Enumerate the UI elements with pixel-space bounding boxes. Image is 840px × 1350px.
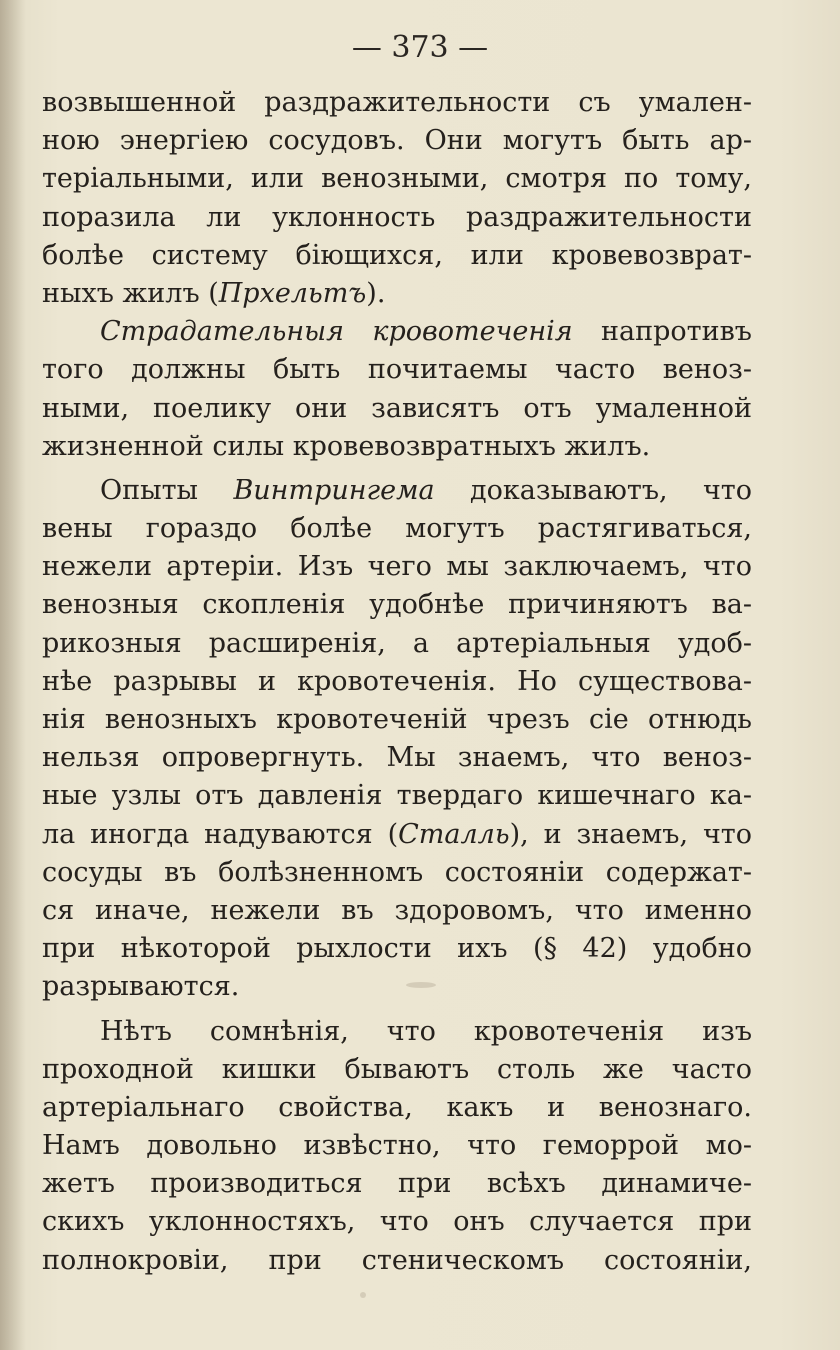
text-line: вены гораздо болѣе могутъ растягиваться,	[42, 513, 752, 545]
text-line: нельзя опровергнуть. Мы знаемъ, что веноз-	[42, 742, 752, 774]
text-line: полнокровiи, при стеническомъ состоянiи,	[42, 1244, 752, 1276]
text-line: нежели артерiи. Изъ чего мы заключаемъ, что	[42, 551, 752, 583]
text-line: нiя венозныхъ кровотеченiй чрезъ сiе отнюдь	[42, 704, 752, 735]
paper-stain	[360, 1292, 366, 1298]
text-line: Намъ довольно извѣстно, что геморрой мо-	[42, 1130, 752, 1162]
text-line: ся иначе, нежели въ здоровомъ, что именно	[42, 894, 752, 926]
text-line: ные узлы отъ давленiя твердаго кишечнаго ка-	[42, 780, 752, 812]
text-line: терiальными, или венозными, смотря по тому,	[42, 163, 752, 195]
text-line: возвышенной раздражительности съ умален-	[42, 87, 752, 118]
text-line: скихъ уклонностяхъ, что онъ случается при	[42, 1206, 752, 1238]
text-line: рикозныя расширенiя, а артерiальныя удоб-	[42, 627, 752, 659]
text-line: нѣе разрывы и кровотеченiя. Но существова-	[42, 665, 752, 697]
text-line: ными, поелику они зависятъ отъ умаленной	[42, 392, 752, 424]
text-line: ла иногда надуваются (Сталль), и знаемъ, что	[42, 818, 752, 850]
text-line: ною энергiею сосудовъ. Они могутъ быть ар-	[42, 125, 752, 157]
text-line: разрываются.	[42, 971, 240, 1003]
text-line: того должны быть почитаемы часто веноз-	[42, 354, 752, 386]
text-line: венозныя скопленiя удобнѣе причиняютъ ва-	[42, 589, 752, 621]
text-line: артерiальнаго свойства, какъ и венознаго.	[42, 1091, 752, 1123]
text-line: Опыты Винтрингема доказываютъ, что	[100, 474, 752, 506]
body-text	[42, 84, 752, 1280]
text-line: проходной кишки бываютъ столь же часто	[42, 1053, 752, 1085]
text-line: Страдательныя кровотеченiя напротивъ	[100, 316, 752, 348]
text-line: ныхъ жилъ (Прхельтъ).	[42, 277, 386, 309]
page-edge-shadow	[0, 0, 26, 1350]
text-line: жетъ производиться при всѣхъ динамиче-	[42, 1168, 752, 1200]
text-line: болѣе систему бiющихся, или кровевозврат-	[42, 239, 752, 271]
text-line: Нѣтъ сомнѣнiя, что кровотеченiя изъ	[100, 1015, 752, 1047]
text-line: поразила ли уклонность раздражительности	[42, 201, 752, 233]
text-line: жизненной силы кровевозвратныхъ жилъ.	[42, 430, 651, 462]
text-line: при нѣкоторой рыхлости ихъ (§ 42) удобно	[42, 933, 752, 965]
text-line: сосуды въ болѣзненномъ состоянiи содержат-	[42, 856, 752, 888]
page-number: — 373 —	[351, 30, 489, 65]
